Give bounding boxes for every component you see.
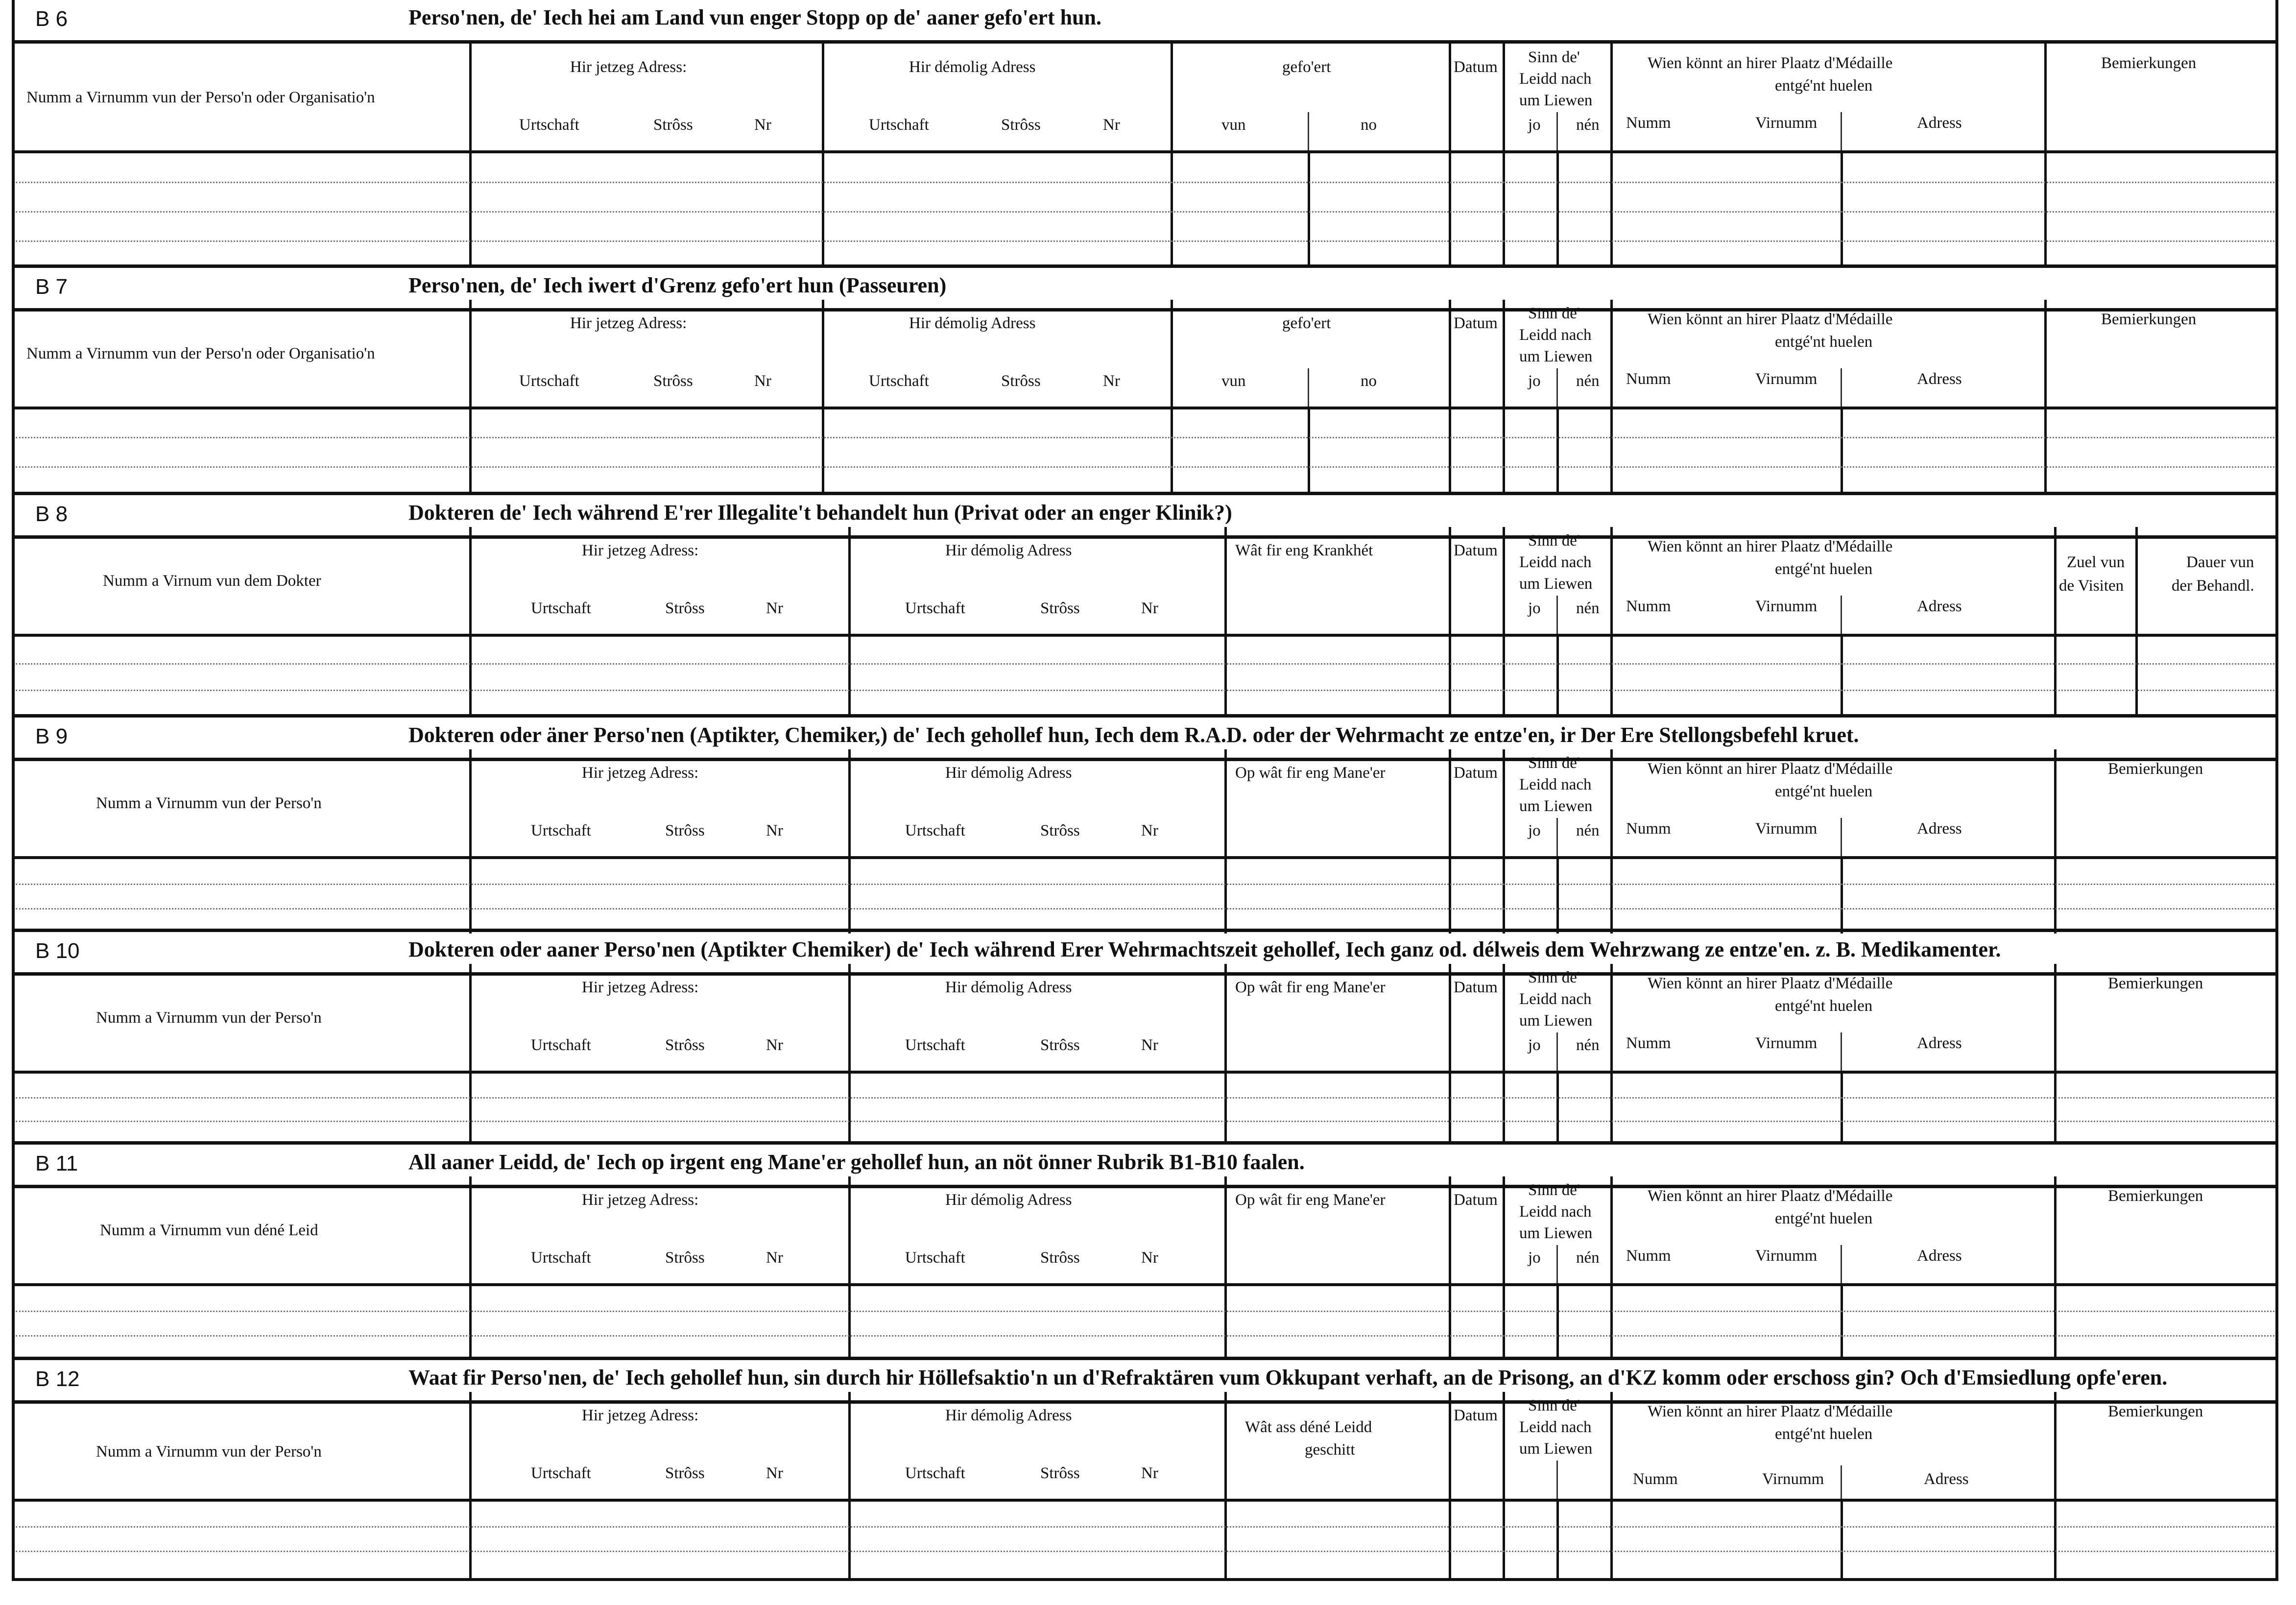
col-date: Datum (1454, 542, 1498, 559)
col-name: Numm a Virnumm vun déné Leid (100, 1222, 318, 1239)
col-alive-3: um Liewen (1519, 92, 1593, 109)
col-number: Nr (766, 1464, 783, 1482)
section-b6 (12, 0, 2278, 267)
col-escorted: gefo'ert (1282, 58, 1331, 76)
col-what-1: Wât ass déné Leidd (1245, 1418, 1372, 1436)
col-address-now: Hir jetzeg Adress: (570, 314, 687, 332)
section-code: B 7 (35, 275, 68, 299)
col-number: Nr (766, 599, 783, 617)
col-from: vun (1221, 372, 1246, 390)
header-row (12, 527, 2278, 637)
col-address: Adress (1917, 114, 1962, 132)
col-number: Nr (1141, 599, 1158, 617)
col-manner: Op wât fir eng Mane'er (1235, 764, 1386, 782)
col-alive-1: Sinn de' (1528, 48, 1580, 66)
col-remarks: Bemierkungen (2101, 311, 2197, 328)
section-title: Dokteren oder äner Perso'nen (Aptikter, Chemiker,) de' Iech gehollef hun, Iech dem R.A.D. oder der Wehrmacht ze entze'en, ir Der Ere Stellongsbefehl kruet. (408, 723, 1859, 747)
col-town: Urtschaft (531, 1036, 591, 1054)
data-rows (12, 409, 2278, 495)
col-duration-1: Dauer vun (2186, 553, 2254, 571)
col-duration-2: der Behandl. (2172, 577, 2254, 595)
col-no: nén (1576, 822, 1600, 839)
col-date: Datum (1454, 1191, 1498, 1209)
col-street: Strôss (1040, 1036, 1080, 1054)
section-code: B 10 (35, 939, 80, 963)
col-surname: Numm (1626, 598, 1671, 615)
col-name: Numm a Virnumm vun der Perso'n (96, 1443, 322, 1461)
col-address-now: Hir jetzeg Adress: (570, 58, 687, 76)
col-medal-1: Wien könnt an hirer Plaatz d'Médaille (1648, 975, 1893, 992)
col-remarks: Bemierkungen (2108, 975, 2203, 992)
col-street: Strôss (665, 1036, 705, 1054)
col-address-now: Hir jetzeg Adress: (582, 1191, 699, 1209)
col-street: Strôss (665, 599, 705, 617)
data-rows (12, 1286, 2278, 1360)
col-street: Strôss (665, 1249, 705, 1267)
col-illness: Wât fir eng Krankhét (1235, 542, 1373, 559)
header-row (12, 749, 2278, 859)
header-row (12, 300, 2278, 409)
col-street: Strôss (1040, 1464, 1080, 1482)
col-alive-2: Leidd nach (1519, 553, 1592, 571)
col-surname: Numm (1626, 1034, 1671, 1052)
col-alive-3: um Liewen (1519, 1224, 1593, 1242)
col-alive-3: um Liewen (1519, 1440, 1593, 1458)
col-no: nén (1576, 1249, 1600, 1267)
section-code: B 9 (35, 724, 68, 748)
col-from: vun (1221, 116, 1246, 134)
col-number: Nr (754, 372, 771, 390)
col-medal-1: Wien könnt an hirer Plaatz d'Médaille (1648, 760, 1893, 778)
col-address-now: Hir jetzeg Adress: (582, 1407, 699, 1424)
col-name: Numm a Virnumm vun der Perso'n (96, 794, 322, 812)
section-title: Perso'nen, de' Iech hei am Land vun enger Stopp op de' aaner gefo'ert hun. (408, 5, 1102, 29)
header-row (12, 1176, 2278, 1286)
col-number: Nr (1103, 116, 1120, 134)
col-alive-1: Sinn de' (1528, 1397, 1580, 1414)
section-b11 (12, 1141, 2278, 1360)
col-date: Datum (1454, 764, 1498, 782)
col-town: Urtschaft (869, 116, 929, 134)
section-code: B 11 (35, 1151, 78, 1175)
col-visits-1: Zuel vun (2067, 553, 2125, 571)
col-remarks: Bemierkungen (2108, 760, 2203, 778)
col-address-now: Hir jetzeg Adress: (582, 764, 699, 782)
col-surname: Numm (1633, 1470, 1678, 1488)
col-number: Nr (1141, 822, 1158, 839)
col-alive-2: Leidd nach (1519, 990, 1592, 1008)
col-surname: Numm (1626, 114, 1671, 132)
data-rows (12, 1074, 2278, 1144)
col-yes: jo (1528, 372, 1541, 390)
col-name: Numm a Virnumm vun der Perso'n oder Organisatio'n (26, 345, 375, 362)
col-name: Numm a Virnumm vun der Perso'n oder Organisatio'n (26, 89, 375, 106)
col-street: Strôss (1040, 1249, 1080, 1267)
col-address: Adress (1917, 1247, 1962, 1265)
col-firstname: Virnumm (1755, 820, 1818, 838)
col-alive-3: um Liewen (1519, 797, 1593, 815)
col-manner: Op wât fir eng Mane'er (1235, 1191, 1386, 1209)
col-town: Urtschaft (905, 822, 965, 839)
col-no: nén (1576, 599, 1600, 617)
col-alive-2: Leidd nach (1519, 70, 1592, 88)
col-medal-2: entgé'nt huelen (1775, 333, 1873, 351)
col-alive-1: Sinn de' (1528, 305, 1580, 322)
col-address: Adress (1917, 1034, 1962, 1052)
col-escorted: gefo'ert (1282, 314, 1331, 332)
col-number: Nr (1141, 1036, 1158, 1054)
col-address-now: Hir jetzeg Adress: (582, 542, 699, 559)
col-number: Nr (1141, 1249, 1158, 1267)
col-alive-2: Leidd nach (1519, 776, 1592, 793)
col-remarks: Bemierkungen (2108, 1187, 2203, 1205)
col-address-then: Hir démolig Adress (945, 764, 1072, 782)
col-medal-1: Wien könnt an hirer Plaatz d'Médaille (1648, 311, 1893, 328)
header-row (12, 44, 2278, 153)
section-code: B 6 (35, 7, 68, 31)
section-b10 (12, 929, 2278, 1144)
col-medal-1: Wien könnt an hirer Plaatz d'Médaille (1648, 1403, 1893, 1420)
col-town: Urtschaft (519, 116, 579, 134)
col-town: Urtschaft (905, 1464, 965, 1482)
section-code: B 12 (35, 1367, 80, 1391)
col-street: Strôss (1040, 822, 1080, 839)
section-b8 (12, 492, 2278, 715)
col-address-then: Hir démolig Adress (909, 314, 1036, 332)
col-date: Datum (1454, 1407, 1498, 1424)
col-street: Strôss (1001, 116, 1041, 134)
col-town: Urtschaft (869, 372, 929, 390)
col-manner: Op wât fir eng Mane'er (1235, 979, 1386, 996)
col-address: Adress (1917, 820, 1962, 838)
col-town: Urtschaft (531, 1249, 591, 1267)
col-medal-1: Wien könnt an hirer Plaatz d'Médaille (1648, 538, 1893, 555)
col-alive-3: um Liewen (1519, 1012, 1593, 1030)
section-header (12, 0, 2278, 44)
col-address-now: Hir jetzeg Adress: (582, 979, 699, 996)
section-code: B 8 (35, 502, 68, 526)
col-yes: jo (1528, 1036, 1541, 1054)
col-name: Numm a Virnumm vun der Perso'n (96, 1009, 322, 1027)
col-number: Nr (766, 822, 783, 839)
col-medal-2: entgé'nt huelen (1775, 783, 1873, 800)
col-surname: Numm (1626, 820, 1671, 838)
col-address-then: Hir démolig Adress (945, 542, 1072, 559)
col-number: Nr (766, 1249, 783, 1267)
section-title: Waat fir Perso'nen, de' Iech gehollef hun, sin durch hir Höllefsaktio'n un d'Refraktären vum Okkupant verhaft, an de Prisong, an d'KZ komm oder erschoss gin? Och d'Emsiedlung opfe'eren. (408, 1365, 2168, 1389)
col-firstname: Virnumm (1755, 114, 1818, 132)
col-address: Adress (1917, 598, 1962, 615)
col-to: no (1361, 116, 1377, 134)
col-remarks: Bemierkungen (2101, 54, 2197, 72)
section-title: Dokteren oder aaner Perso'nen (Aptikter Chemiker) de' Iech während Erer Wehrmachtszeit gehollef, Iech ganz od. délweis dem Wehrzwang ze entze'en. z. B. Medikamenter. (408, 937, 2001, 961)
col-yes: jo (1528, 116, 1541, 134)
data-rows (12, 153, 2278, 267)
col-address-then: Hir démolig Adress (945, 979, 1072, 996)
col-address-then: Hir démolig Adress (909, 58, 1036, 76)
col-street: Strôss (653, 116, 693, 134)
data-rows (12, 637, 2278, 715)
section-b7 (12, 264, 2278, 495)
section-title: Perso'nen, de' Iech iwert d'Grenz gefo'ert hun (Passeuren) (408, 273, 947, 297)
col-firstname: Virnumm (1755, 598, 1818, 615)
col-address-then: Hir démolig Adress (945, 1191, 1072, 1209)
col-number: Nr (1141, 1464, 1158, 1482)
col-medal-2: entgé'nt huelen (1775, 1210, 1873, 1227)
col-no: nén (1576, 116, 1600, 134)
col-street: Strôss (653, 372, 693, 390)
col-street: Strôss (1001, 372, 1041, 390)
col-yes: jo (1528, 1249, 1541, 1267)
col-to: no (1361, 372, 1377, 390)
col-alive-1: Sinn de' (1528, 754, 1580, 772)
col-number: Nr (766, 1036, 783, 1054)
col-firstname: Virnumm (1755, 1034, 1818, 1052)
col-town: Urtschaft (531, 599, 591, 617)
col-street: Strôss (665, 822, 705, 839)
col-alive-2: Leidd nach (1519, 1418, 1592, 1436)
col-alive-3: um Liewen (1519, 348, 1593, 365)
col-town: Urtschaft (531, 1464, 591, 1482)
section-title: Dokteren de' Iech während E'rer Illegalite't behandelt hun (Privat oder an enger Klinik?) (408, 501, 1232, 525)
col-date: Datum (1454, 314, 1498, 332)
section-title: All aaner Leidd, de' Iech op irgent eng Mane'er gehollef hun, an nöt önner Rubrik B1-B10 faalen. (408, 1150, 1305, 1174)
col-what-2: geschitt (1305, 1441, 1355, 1459)
col-date: Datum (1454, 58, 1498, 76)
col-medal-1: Wien könnt an hirer Plaatz d'Médaille (1648, 1187, 1893, 1205)
data-rows (12, 859, 2278, 934)
col-name: Numm a Virnum vun dem Dokter (103, 572, 321, 590)
col-number: Nr (1103, 372, 1120, 390)
col-town: Urtschaft (905, 599, 965, 617)
col-firstname: Virnumm (1755, 1247, 1818, 1265)
col-firstname: Virnumm (1762, 1470, 1824, 1488)
col-number: Nr (754, 116, 771, 134)
col-medal-2: entgé'nt huelen (1775, 560, 1873, 578)
col-street: Strôss (665, 1464, 705, 1482)
col-medal-2: entgé'nt huelen (1775, 1425, 1873, 1443)
col-alive-1: Sinn de' (1528, 1181, 1580, 1199)
col-yes: jo (1528, 599, 1541, 617)
col-town: Urtschaft (531, 822, 591, 839)
col-no: nén (1576, 1036, 1600, 1054)
col-surname: Numm (1626, 370, 1671, 388)
col-alive-3: um Liewen (1519, 575, 1593, 593)
col-date: Datum (1454, 979, 1498, 996)
col-town: Urtschaft (905, 1249, 965, 1267)
col-town: Urtschaft (519, 372, 579, 390)
col-alive-1: Sinn de' (1528, 532, 1580, 550)
col-medal-2: entgé'nt huelen (1775, 997, 1873, 1015)
data-rows (12, 1502, 2278, 1581)
header-row (12, 964, 2278, 1074)
col-town: Urtschaft (905, 1036, 965, 1054)
col-alive-2: Leidd nach (1519, 1203, 1592, 1221)
col-yes: jo (1528, 822, 1541, 839)
section-b9 (12, 714, 2278, 934)
col-medal-1: Wien könnt an hirer Plaatz d'Médaille (1648, 54, 1893, 72)
col-firstname: Virnumm (1755, 370, 1818, 388)
col-medal-2: entgé'nt huelen (1775, 77, 1873, 95)
col-address: Adress (1924, 1470, 1969, 1488)
header-row (12, 1392, 2278, 1502)
section-b12 (12, 1357, 2278, 1581)
col-remarks: Bemierkungen (2108, 1403, 2203, 1420)
col-address-then: Hir démolig Adress (945, 1407, 1072, 1424)
col-alive-1: Sinn de' (1528, 969, 1580, 986)
col-surname: Numm (1626, 1247, 1671, 1265)
col-alive-2: Leidd nach (1519, 326, 1592, 344)
col-address: Adress (1917, 370, 1962, 388)
col-street: Strôss (1040, 599, 1080, 617)
col-no: nén (1576, 372, 1600, 390)
col-visits-2: de Visiten (2059, 577, 2124, 595)
